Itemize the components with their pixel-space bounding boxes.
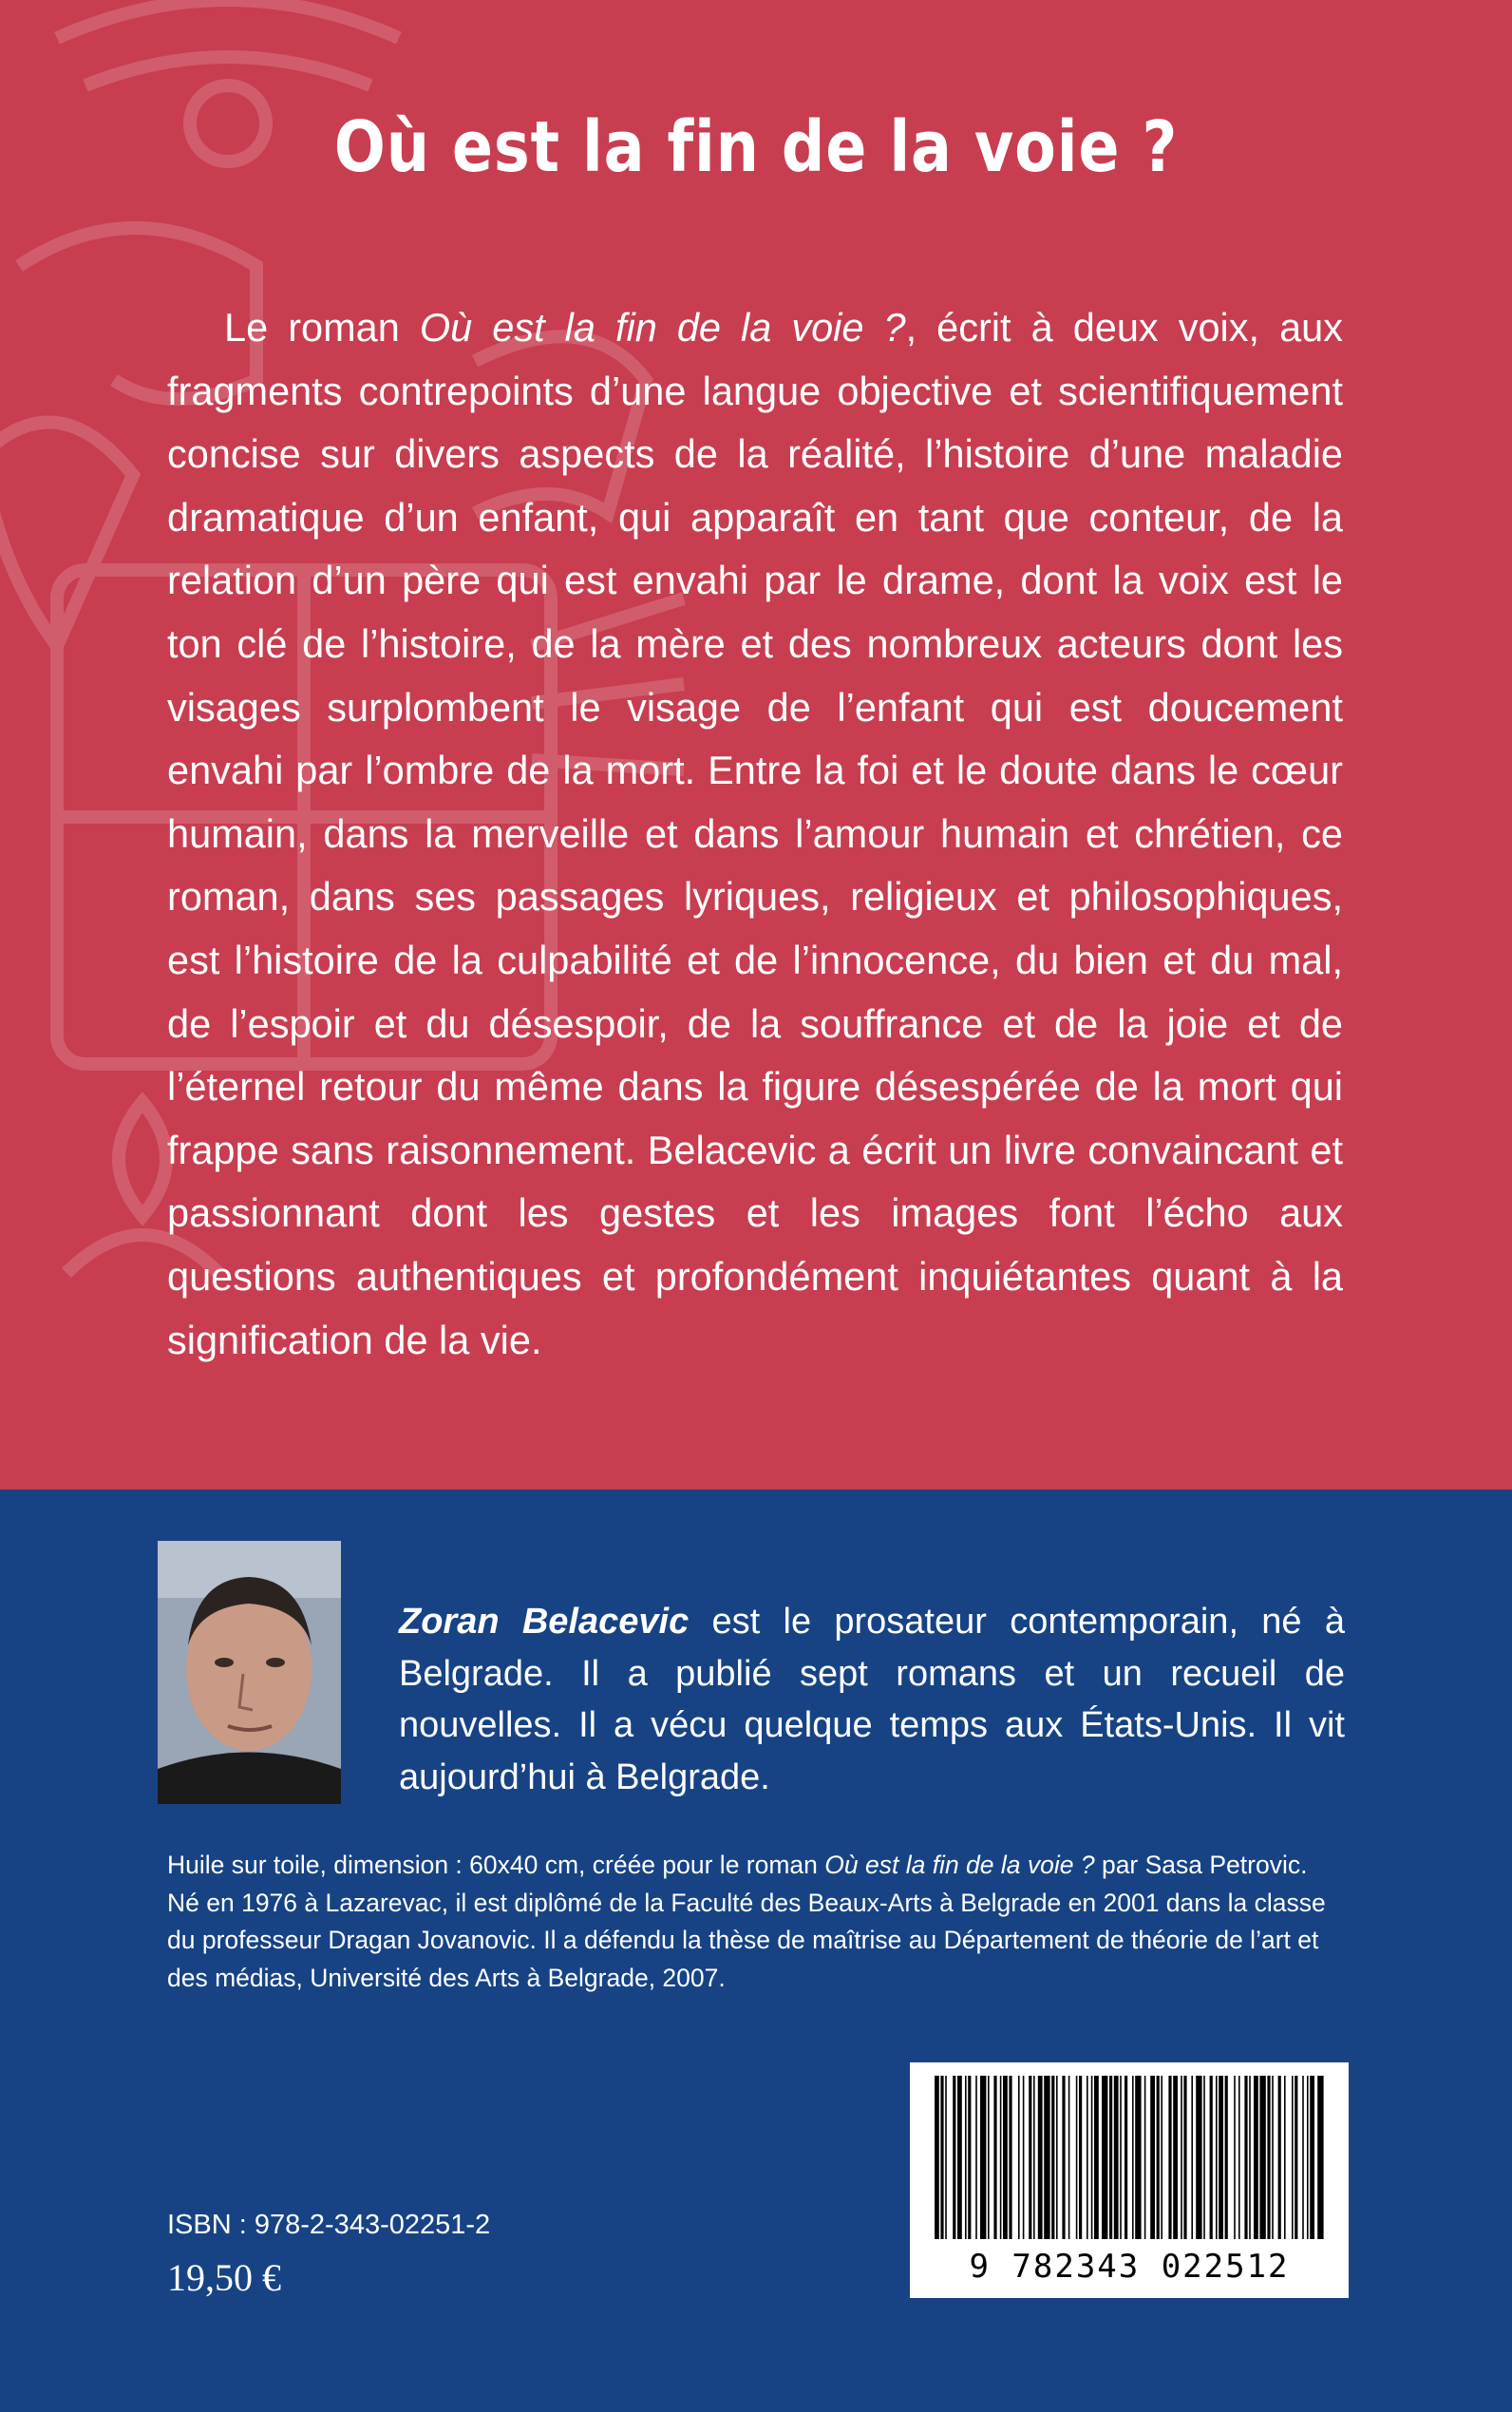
author-portrait-drawing	[158, 1541, 341, 1804]
barcode-bar	[1173, 2076, 1178, 2239]
barcode-bar	[1038, 2076, 1043, 2239]
barcode-bar	[975, 2076, 977, 2239]
barcode-bar	[1076, 2076, 1078, 2239]
barcode-bars	[910, 2062, 1349, 2252]
barcode-bar	[1157, 2076, 1160, 2239]
barcode-bar	[1000, 2076, 1002, 2239]
price: 19,50 €	[167, 2256, 281, 2299]
barcode-bar	[1120, 2076, 1122, 2239]
barcode-bar	[1234, 2076, 1236, 2239]
barcode-bar	[1044, 2076, 1049, 2239]
isbn-barcode	[910, 2062, 1349, 2298]
barcode-bar	[1132, 2076, 1134, 2239]
barcode-bar	[953, 2076, 955, 2239]
barcode-bar	[1317, 2076, 1323, 2239]
barcode-bar	[1216, 2076, 1218, 2239]
barcode-digits: 9 782343 022512	[969, 2248, 1290, 2286]
book-title: Où est la fin de la voie ?	[333, 106, 1179, 188]
barcode-bar	[1244, 2076, 1247, 2239]
barcode-bar	[1238, 2076, 1240, 2239]
barcode-bar	[1003, 2076, 1008, 2239]
barcode-bar	[1125, 2076, 1127, 2239]
barcode-bar	[1259, 2076, 1265, 2239]
blurb-book-title: Où est la fin de la voie ?	[419, 305, 906, 350]
cover-art-credit	[167, 1847, 1345, 1997]
barcode-bar	[1033, 2076, 1035, 2239]
back-cover-bottom-panel	[0, 1490, 1512, 2412]
barcode-bar	[935, 2076, 939, 2239]
credit-part2: par Sasa Petrovic. Né en 1976 à Lazarevac, il est diplômé de la Faculté des Beaux-Arts à Belgrade en 2001 dans la classe du professeur Dragan Jovanovic. Il a défendu la thèse de maîtrise au Département de théorie de l’art et des médias, Université des Arts à Belgrade, 2007.	[167, 1851, 1326, 1992]
barcode-bar	[1183, 2076, 1186, 2239]
barcode-bar	[1254, 2076, 1258, 2239]
credit-book-title: Où est la fin de la voie ?	[824, 1851, 1095, 1879]
barcode-bar	[957, 2076, 962, 2239]
barcode-bar	[1267, 2076, 1270, 2239]
barcode-bar	[1203, 2076, 1205, 2239]
barcode-bar	[1009, 2076, 1011, 2239]
author-photo	[158, 1541, 341, 1804]
barcode-bar	[1307, 2076, 1309, 2239]
barcode-bar	[1219, 2076, 1223, 2239]
barcode-bar	[1284, 2076, 1286, 2239]
barcode-bar	[1109, 2076, 1112, 2239]
barcode-bar	[1181, 2076, 1182, 2239]
barcode-bar	[1302, 2076, 1304, 2239]
barcode-bar	[1062, 2076, 1065, 2239]
barcode-bar	[1292, 2076, 1294, 2239]
barcode-bar	[1144, 2076, 1146, 2239]
author-bio	[399, 1596, 1345, 1803]
barcode-bar	[1079, 2076, 1082, 2239]
credit-part1: Huile sur toile, dimension : 60x40 cm, créée pour le roman	[167, 1851, 825, 1879]
barcode-bar	[1210, 2076, 1213, 2239]
book-blurb	[167, 296, 1343, 1372]
barcode-bar	[1114, 2076, 1119, 2239]
barcode-bar	[1135, 2076, 1141, 2239]
barcode-bar	[1272, 2076, 1274, 2239]
barcode-bar	[1150, 2076, 1155, 2239]
barcode-bar	[1094, 2076, 1099, 2239]
barcode-bar	[1161, 2076, 1162, 2239]
barcode-bar	[1018, 2076, 1020, 2239]
blurb-text: , écrit à deux voix, aux fragments contrepoints d’une langue objective et scientifiquement concise sur divers aspects de la réalité, l’histoire d’une maladie dramatique d’un enfant, qui apparaît en tant que conteur, de la relation d’un père qui est envahi par le drame, dont la voix est le ton clé de l’histoire, de la mère et des nombreux acteurs dont les visages surplombent le visage de l’enfant qui est doucement envahi par l’ombre de la mort. Entre la foi et le doute dans le cœur humain, dans la merveille et dans l’amour humain et chrétien, ce roman, dans ses passages lyriques, religieux et philosophiques, est l’histoire de la culpabilité et de l’innocence, du bien et du mal, de l’espoir et du désespoir, de la souffrance et de la joie et de l’éternel retour du même dans la figure désespérée de la mort qui frappe sans raisonnement. Belacevic a écrit un livre convaincant et passionnant dont les gestes et les images font l’écho aux questions authentiques et profondément inquiétantes quant à la signification de la vie.	[167, 305, 1343, 1362]
barcode-bar	[1191, 2076, 1193, 2239]
barcode-bar	[988, 2076, 990, 2239]
barcode-bar	[1051, 2076, 1054, 2239]
barcode-bar	[1310, 2076, 1314, 2239]
barcode-bar	[1295, 2076, 1297, 2239]
barcode-bar	[1225, 2076, 1228, 2239]
barcode-bar	[965, 2076, 967, 2239]
author-name: Zoran Belacevic	[399, 1602, 690, 1642]
barcode-bar	[1023, 2076, 1025, 2239]
barcode-bar	[1068, 2076, 1070, 2239]
barcode-bar	[945, 2076, 947, 2239]
barcode-bar	[1196, 2076, 1201, 2239]
barcode-bar	[1249, 2076, 1251, 2239]
barcode-bar	[1168, 2076, 1171, 2239]
barcode-bar	[1102, 2076, 1107, 2239]
barcode-bar	[1056, 2076, 1058, 2239]
barcode-bar	[1278, 2076, 1281, 2239]
blurb-intro: Le roman	[224, 305, 420, 350]
isbn-number: ISBN : 978-2-343-02251-2	[167, 2210, 491, 2240]
barcode-bar	[1091, 2076, 1093, 2239]
barcode-bar	[940, 2076, 943, 2239]
barcode-bar	[1087, 2076, 1088, 2239]
author-bio-text: est le prosateur contemporain, né à Belgrade. Il a publié sept romans et un recueil de nouvelles. Il a vécu quelque temps aux États-Unis. Il vit aujourd’hui à Belgrade.	[399, 1602, 1345, 1797]
barcode-bar	[980, 2076, 986, 2239]
barcode-bar	[1029, 2076, 1031, 2239]
barcode-bar	[993, 2076, 996, 2239]
barcode-bar	[968, 2076, 971, 2239]
